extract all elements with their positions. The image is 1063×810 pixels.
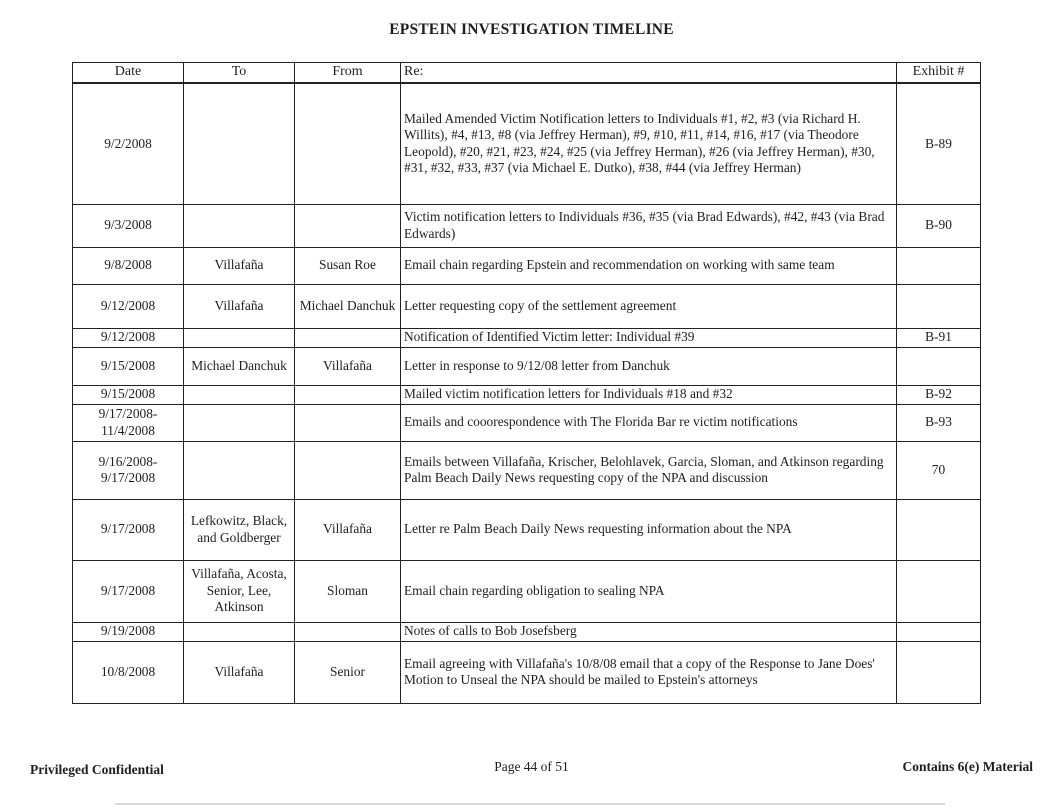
cell-to: Villafaña, Acosta, Senior, Lee, Atkinson <box>184 560 295 622</box>
cell-to: Lefkowitz, Black, and Goldberger <box>184 499 295 560</box>
cell-date: 9/8/2008 <box>73 247 184 284</box>
table-row <box>73 441 981 499</box>
cell-to: Villafaña <box>184 247 295 284</box>
cell-exhibit: B-92 <box>897 385 981 404</box>
cell-re: Mailed victim notification letters for Individuals #18 and #32 <box>401 385 897 404</box>
cell-date: 9/17/2008- 11/4/2008 <box>73 404 184 441</box>
table-row <box>73 83 981 204</box>
timeline-rows <box>73 83 981 703</box>
timeline-table <box>72 62 981 704</box>
cell-exhibit <box>897 560 981 622</box>
cell-exhibit <box>897 499 981 560</box>
cell-to <box>184 385 295 404</box>
cell-exhibit <box>897 247 981 284</box>
page-title: EPSTEIN INVESTIGATION TIMELINE <box>389 21 674 38</box>
footer-6e-label: Contains 6(e) Material <box>902 759 1033 774</box>
cell-re: Letter requesting copy of the settlement agreement <box>401 284 897 328</box>
cell-re: Notes of calls to Bob Josefsberg <box>401 622 897 641</box>
table-row <box>73 385 981 404</box>
cell-exhibit: B-91 <box>897 328 981 347</box>
table-row <box>73 641 981 703</box>
cell-from: Michael Danchuk <box>295 284 401 328</box>
column-header-exhibit: Exhibit # <box>897 63 981 84</box>
cell-re: Letter in response to 9/12/08 letter from Danchuk <box>401 347 897 385</box>
cell-re: Emails between Villafaña, Krischer, Belohlavek, Garcia, Sloman, and Atkinson regarding Palm Beach Daily News requesting copy of the NPA and discussion <box>401 441 897 499</box>
cell-exhibit: 70 <box>897 441 981 499</box>
cell-exhibit: B-89 <box>897 83 981 204</box>
cell-to <box>184 204 295 247</box>
table-row <box>73 328 981 347</box>
table-header-row <box>73 63 981 84</box>
cell-exhibit <box>897 641 981 703</box>
cell-date: 9/12/2008 <box>73 328 184 347</box>
cell-date: 10/8/2008 <box>73 641 184 703</box>
cell-re: Emails and cooorespondence with The Florida Bar re victim notifications <box>401 404 897 441</box>
cell-from <box>295 328 401 347</box>
cell-exhibit <box>897 347 981 385</box>
cell-to <box>184 328 295 347</box>
table-row <box>73 404 981 441</box>
cell-from: Senior <box>295 641 401 703</box>
cell-from <box>295 404 401 441</box>
cell-date: 9/17/2008 <box>73 560 184 622</box>
cell-from <box>295 83 401 204</box>
cell-to: Villafaña <box>184 641 295 703</box>
cell-re: Victim notification letters to Individuals #36, #35 (via Brad Edwards), #42, #43 (via Brad Edwards) <box>401 204 897 247</box>
cell-to: Villafaña <box>184 284 295 328</box>
cell-from <box>295 441 401 499</box>
cell-to: Michael Danchuk <box>184 347 295 385</box>
cell-re: Notification of Identified Victim letter: Individual #39 <box>401 328 897 347</box>
cell-date: 9/16/2008- 9/17/2008 <box>73 441 184 499</box>
column-header-re: Re: <box>401 63 897 84</box>
cell-date: 9/17/2008 <box>73 499 184 560</box>
cell-re: Mailed Amended Victim Notification letters to Individuals #1, #2, #3 (via Richard H. Willits), #4, #13, #8 (via Jeffrey Herman), #9, #10, #11, #14, #16, #17 (via Theodore Leopold), #20, #21, #23, #24, #25 (via Jeffrey Herman), #26 (via Jeffrey Herman), #30, #31, #32, #33, #37 (via Michael E. Dutko), #38, #44 (via Jeffrey Herman) <box>401 83 897 204</box>
cell-to <box>184 404 295 441</box>
cell-re: Email agreeing with Villafaña's 10/8/08 email that a copy of the Response to Jane Does' Motion to Unseal the NPA should be mailed to Epstein's attorneys <box>401 641 897 703</box>
table-row <box>73 204 981 247</box>
cell-exhibit <box>897 622 981 641</box>
cell-from: Villafaña <box>295 499 401 560</box>
cell-date: 9/3/2008 <box>73 204 184 247</box>
table-row <box>73 347 981 385</box>
cell-exhibit: B-90 <box>897 204 981 247</box>
table-row <box>73 560 981 622</box>
cell-exhibit <box>897 284 981 328</box>
cell-from <box>295 622 401 641</box>
cell-date: 9/12/2008 <box>73 284 184 328</box>
cell-exhibit: B-93 <box>897 404 981 441</box>
cell-to <box>184 441 295 499</box>
table-row <box>73 499 981 560</box>
cell-from: Villafaña <box>295 347 401 385</box>
table-row <box>73 622 981 641</box>
column-header-to: To <box>184 63 295 84</box>
cell-date: 9/19/2008 <box>73 622 184 641</box>
cell-from <box>295 204 401 247</box>
cell-re: Letter re Palm Beach Daily News requesting information about the NPA <box>401 499 897 560</box>
cell-re: Email chain regarding obligation to sealing NPA <box>401 560 897 622</box>
column-header-from: From <box>295 63 401 84</box>
table-row <box>73 247 981 284</box>
footer-confidential-label: Privileged Confidential <box>30 762 164 777</box>
cell-date: 9/15/2008 <box>73 385 184 404</box>
cell-re: Email chain regarding Epstein and recommendation on working with same team <box>401 247 897 284</box>
cell-date: 9/2/2008 <box>73 83 184 204</box>
cell-from <box>295 385 401 404</box>
cell-date: 9/15/2008 <box>73 347 184 385</box>
cell-to <box>184 83 295 204</box>
scan-edge-line <box>115 803 945 805</box>
table-row <box>73 284 981 328</box>
cell-to <box>184 622 295 641</box>
column-header-date: Date <box>73 63 184 84</box>
page-number: Page 44 of 51 <box>494 759 569 774</box>
cell-from: Sloman <box>295 560 401 622</box>
cell-from: Susan Roe <box>295 247 401 284</box>
